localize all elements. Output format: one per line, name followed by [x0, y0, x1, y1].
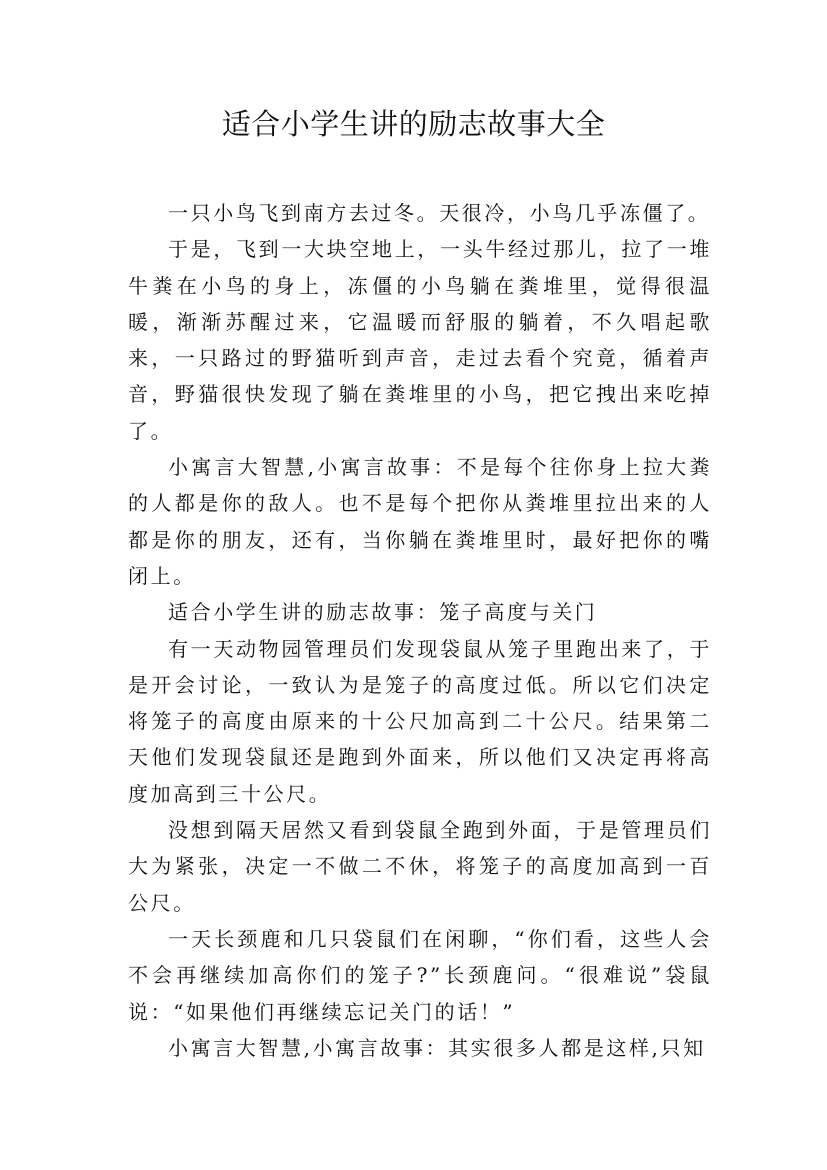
paragraph: 小寓言大智慧,小寓言故事：其实很多人都是这样,只知 — [168, 1035, 706, 1060]
paragraph: 一天长颈鹿和几只袋鼠们在闲聊，“你们看，这些人会不会再继续加高你们的笼子?”长颈鹿问。“很难说”袋鼠说：“如果他们再继续忘记关门的话！” — [128, 926, 712, 1024]
paragraph: 没想到隔天居然又看到袋鼠全跑到外面，于是管理员们大为紧张，决定一不做二不休，将笼子的高度加高到一百公尺。 — [128, 818, 712, 915]
document-title: 适合小学生讲的励志故事大全 — [221, 107, 606, 141]
paragraph: 有一天动物园管理员们发现袋鼠从笼子里跑出来了，于是开会讨论，一致认为是笼子的高度过低。所以它们决定将笼子的高度由原来的十公尺加高到二十公尺。结果第二天他们发现袋鼠还是跑到外面来，所以他们又决定再将高度加高到三十公尺。 — [128, 636, 712, 806]
paragraph: 小寓言大智慧,小寓言故事：不是每个往你身上拉大粪的人都是你的敌人。也不是每个把你从粪堆里拉出来的人都是你的朋友，还有，当你躺在粪堆里时，最好把你的嘴闭上。 — [128, 455, 712, 588]
paragraph: 一只小鸟飞到南方去过冬。天很冷，小鸟几乎冻僵了。 — [168, 201, 711, 225]
paragraph: 于是，飞到一大块空地上，一头牛经过那儿，拉了一堆牛粪在小鸟的身上，冻僵的小鸟躺在粪堆里，觉得很温暖，渐渐苏醒过来，它温暖而舒服的躺着，不久唱起歌来，一只路过的野猫听到声音，走过去看个究竟，循着声音，野猫很快发现了躺在粪堆里的小鸟，把它拽出来吃掉了。 — [128, 237, 712, 443]
document-body — [128, 195, 712, 1066]
section-heading: 适合小学生讲的励志故事：笼子高度与关门 — [168, 600, 598, 625]
